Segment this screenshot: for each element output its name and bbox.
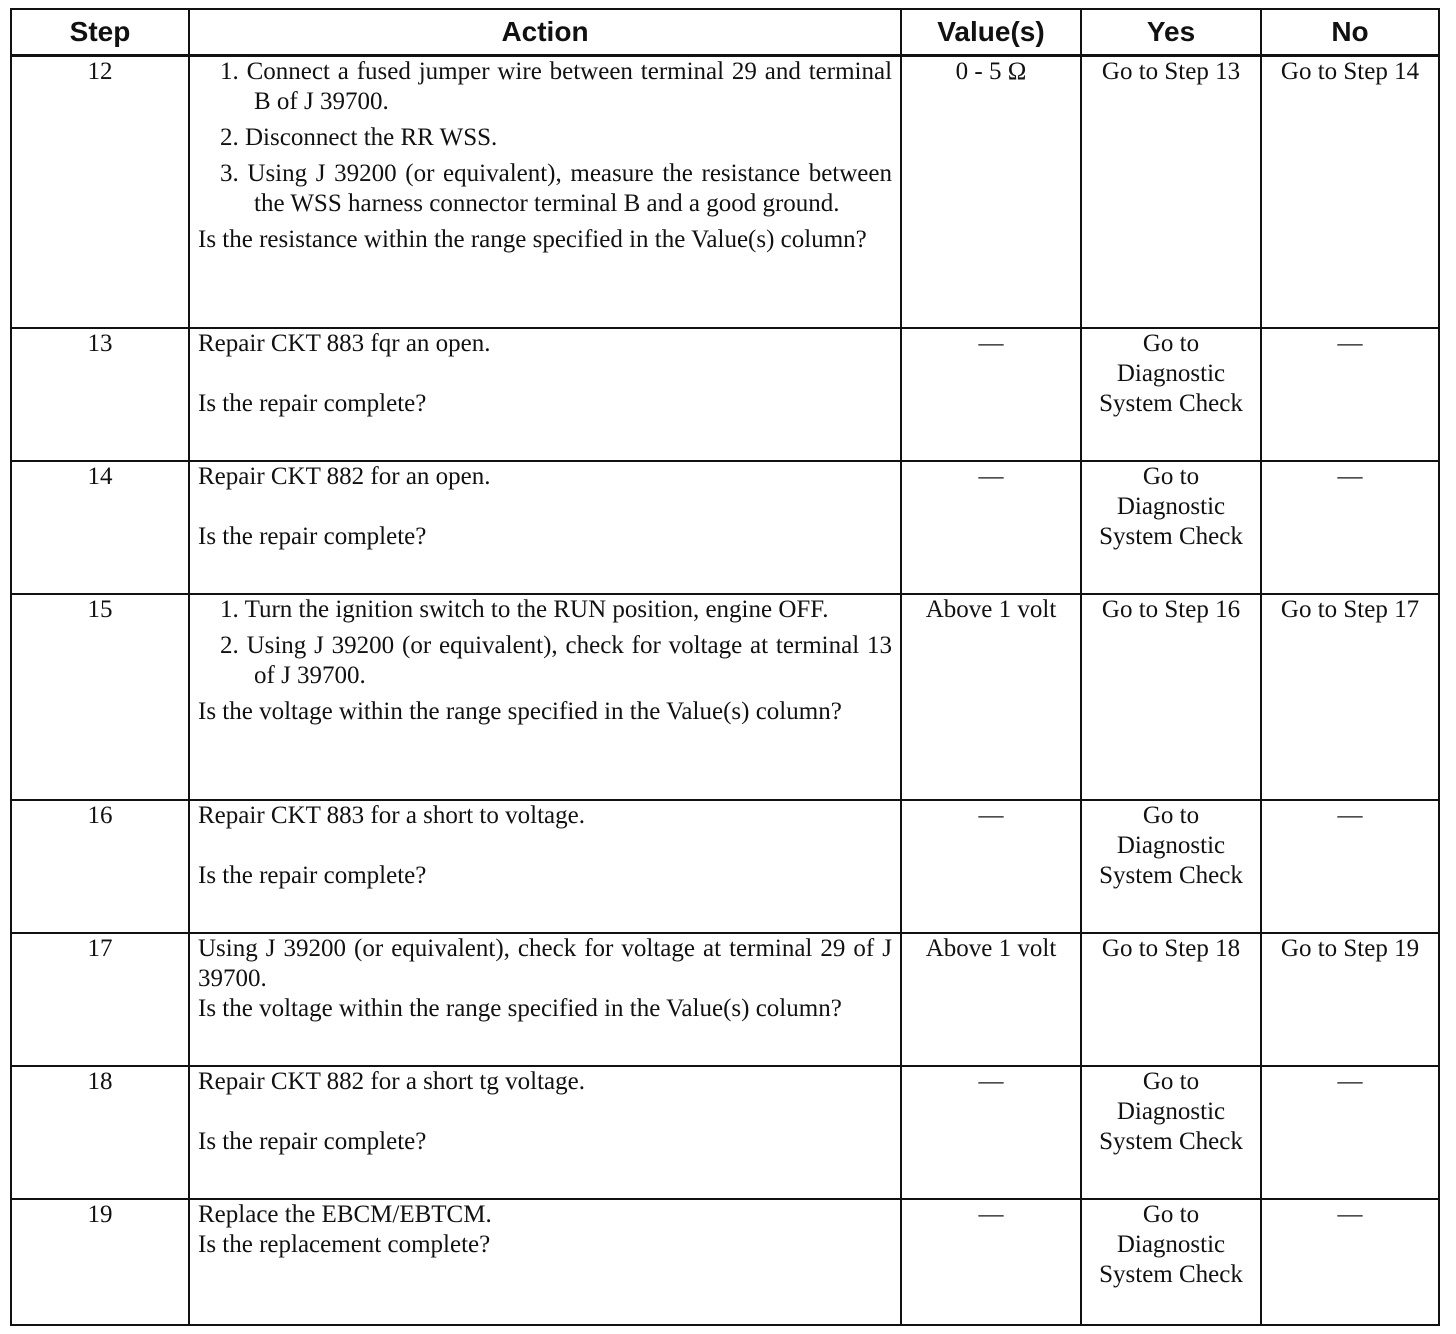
table-row [11,1066,1439,1199]
no-cell: Go to Step 14 [1261,56,1439,328]
value-cell: — [901,800,1081,933]
action-cell [189,1066,901,1199]
action-text: Repair CKT 882 for a short tg voltage. [198,1067,585,1095]
action-step-text: Connect a fused jumper wire between terminal 29 and terminal B of J 39700. [246,58,893,115]
action-cell [189,1199,901,1326]
action-cell [189,800,901,933]
yes-cell: Go to Diagnostic System Check [1081,328,1261,461]
no-cell: Go to Step 19 [1261,933,1439,1066]
no-cell: — [1261,800,1439,933]
no-cell: Go to Step 17 [1261,594,1439,800]
value-cell: — [901,1066,1081,1199]
action-step-text: Using J 39200 (or equivalent), check for voltage at terminal 13 of J 39700. [246,631,892,689]
action-step-num: 2. [220,124,239,151]
action-step-num: 1. [220,58,239,85]
action-step [198,631,892,691]
action-step-text: Using J 39200 (or equivalent), measure the resistance between the WSS harness connector terminal B and a good ground. [247,160,892,217]
yes-cell: Go to Diagnostic System Check [1081,1199,1261,1326]
diagnostic-table [10,8,1440,1326]
action-cell [189,933,901,1066]
step-number: 13 [11,328,189,461]
action-step-num: 3. [220,160,239,187]
action-cell [189,56,901,328]
step-number: 18 [11,1066,189,1199]
header-action: Action [189,9,901,56]
step-number: 14 [11,461,189,594]
action-question: Is the voltage within the range specified in the Value(s) column? [198,697,842,725]
value-cell: — [901,461,1081,594]
table-row [11,933,1439,1066]
value-cell: Above 1 volt [901,594,1081,800]
yes-cell: Go to Step 16 [1081,594,1261,800]
no-cell: — [1261,461,1439,594]
value-cell: Above 1 volt [901,933,1081,1066]
no-cell: — [1261,328,1439,461]
step-number: 12 [11,56,189,328]
action-steps [198,57,892,219]
yes-cell: Go to Diagnostic System Check [1081,1066,1261,1199]
step-number: 17 [11,933,189,1066]
table-row [11,461,1439,594]
header-row [11,9,1439,56]
yes-cell: Go to Step 13 [1081,56,1261,328]
action-step [198,595,892,625]
action-cell [189,328,901,461]
value-cell: — [901,1199,1081,1326]
action-step-num: 1. [220,595,239,623]
action-text: Replace the EBCM/EBTCM. [198,1200,492,1228]
action-step-text: Disconnect the RR WSS. [245,124,498,151]
action-step-text: Turn the ignition switch to the RUN position, engine OFF. [244,595,829,623]
action-question: Is the replacement complete? [198,1230,491,1258]
step-number: 15 [11,594,189,800]
action-question: Is the repair complete? [198,522,427,550]
table-row [11,594,1439,800]
step-number: 16 [11,800,189,933]
action-text: Repair CKT 882 for an open. [198,462,491,490]
header-step: Step [11,9,189,56]
action-question: Is the repair complete? [198,861,427,889]
action-cell [189,461,901,594]
table-row [11,56,1439,328]
table-row [11,1199,1439,1326]
step-number: 19 [11,1199,189,1326]
action-step-num: 2. [220,631,239,659]
action-text: Repair CKT 883 for a short to voltage. [198,801,585,829]
table-row [11,328,1439,461]
yes-cell: Go to Step 18 [1081,933,1261,1066]
no-cell: — [1261,1066,1439,1199]
action-question: Is the repair complete? [198,389,427,417]
action-cell [189,594,901,800]
action-step [198,123,892,153]
header-no: No [1261,9,1439,56]
value-cell: — [901,328,1081,461]
action-question: Is the voltage within the range specified in the Value(s) column? [198,994,842,1022]
action-steps [198,595,892,691]
action-question: Is the repair complete? [198,1127,427,1155]
action-question: Is the resistance within the range specified in the Value(s) column? [198,226,867,253]
value-cell: 0 - 5 Ω [901,56,1081,328]
header-yes: Yes [1081,9,1261,56]
yes-cell: Go to Diagnostic System Check [1081,461,1261,594]
header-values: Value(s) [901,9,1081,56]
no-cell: — [1261,1199,1439,1326]
action-step [198,57,892,117]
action-text: Using J 39200 (or equivalent), check for voltage at terminal 29 of J 39700. [198,934,892,992]
action-text: Repair CKT 883 fqr an open. [198,329,491,357]
table-row [11,800,1439,933]
yes-cell: Go to Diagnostic System Check [1081,800,1261,933]
action-step [198,159,892,219]
